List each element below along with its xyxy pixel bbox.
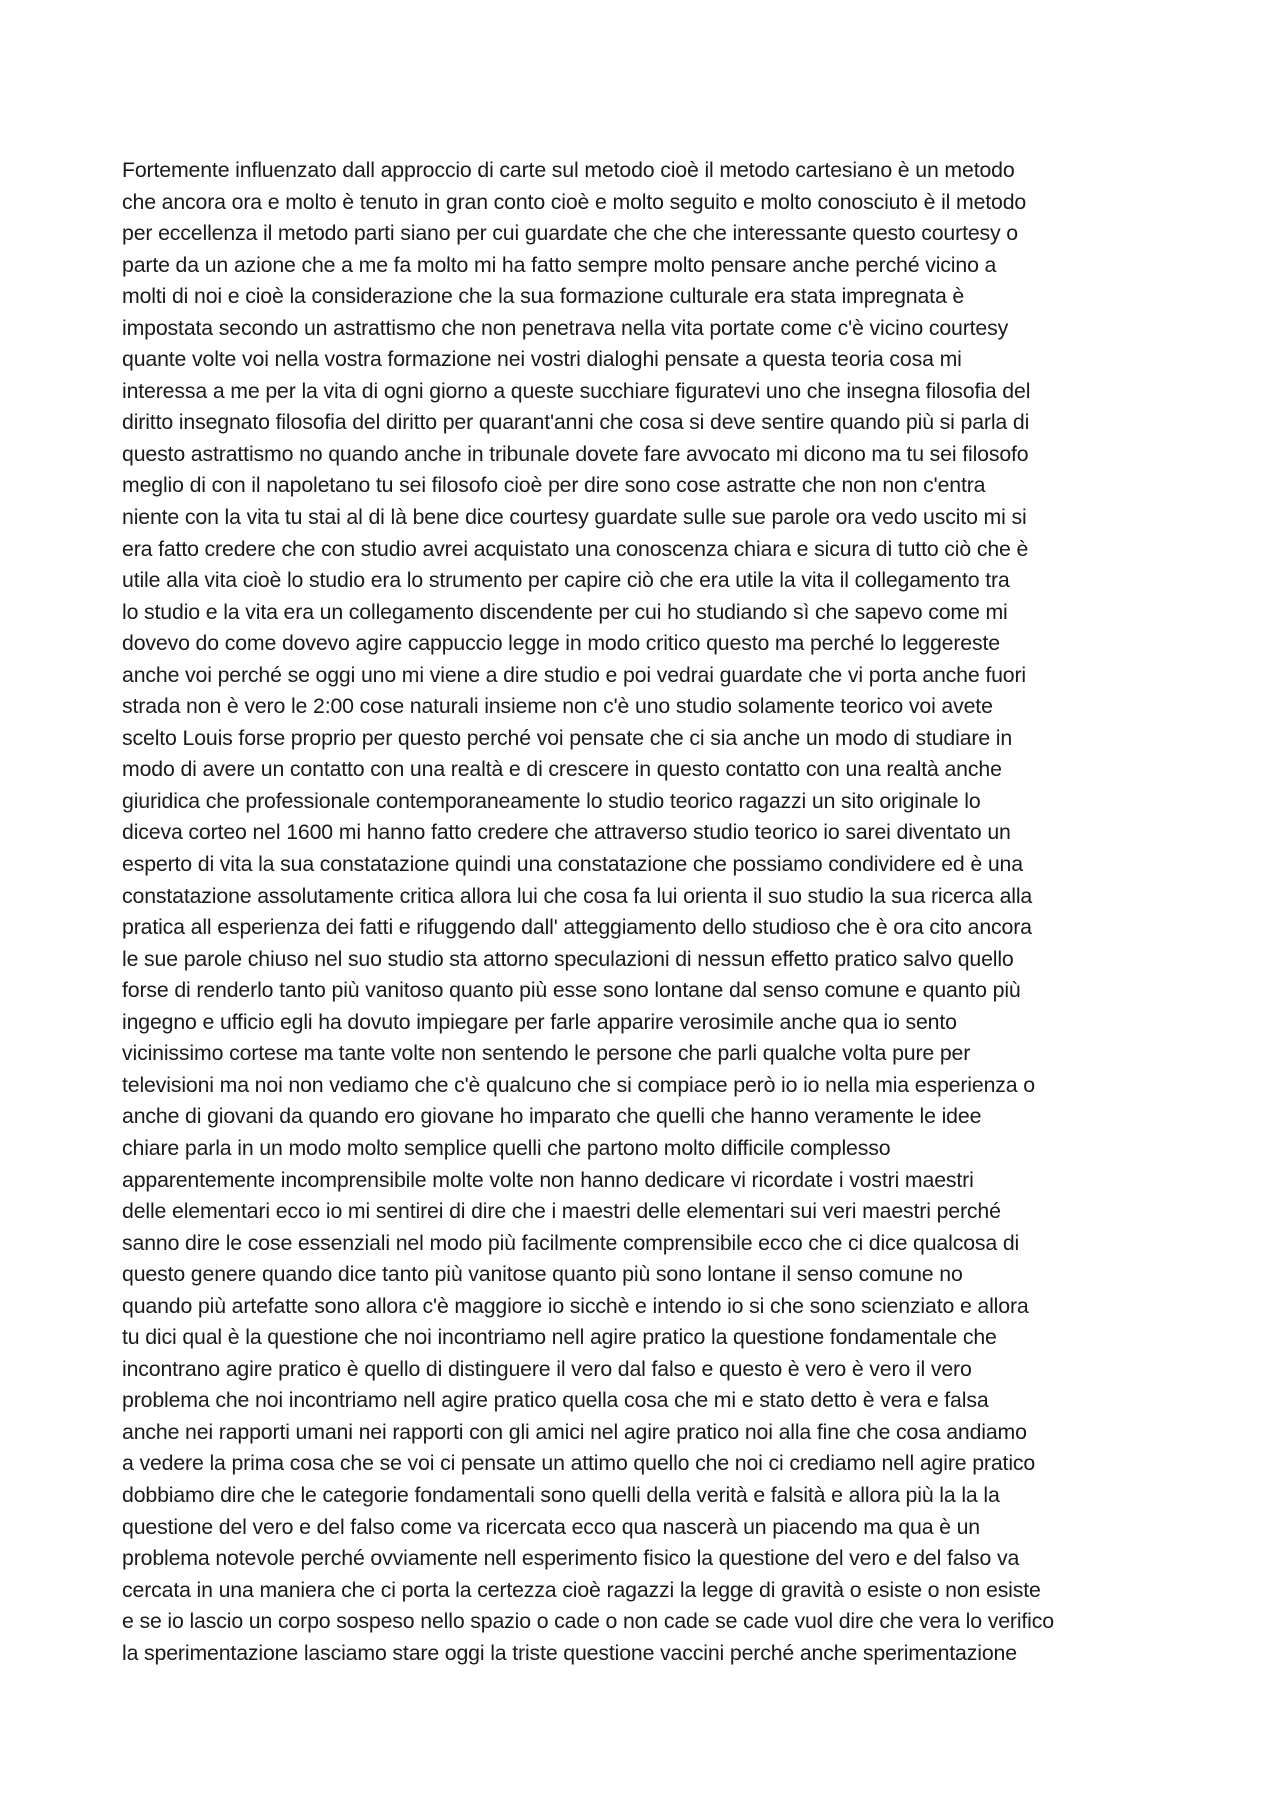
text-line: forse di renderlo tanto più vanitoso quanto più esse sono lontane dal senso comune e quanto più [122, 978, 1021, 1003]
text-line: ingegno e ufficio egli ha dovuto impiegare per farle apparire verosimile anche qua io sento [122, 1009, 957, 1034]
text-line: strada non è vero le 2:00 cose naturali insieme non c'è uno studio solamente teorico voi avete [122, 694, 993, 719]
text-line: interessa a me per la vita di ogni giorno a queste succhiare figuratevi uno che insegna filosofia del [122, 378, 1031, 403]
text-line: incontrano agire pratico è quello di distinguere il vero dal falso e questo è vero è vero il vero [122, 1356, 972, 1381]
text-line: meglio di con il napoletano tu sei filosofo cioè per dire sono cose astratte che non non c'entra [122, 473, 986, 498]
text-line: molti di noi e cioè la considerazione che la sua formazione culturale era stata impregnata è [122, 284, 965, 309]
text-line: quando più artefatte sono allora c'è maggiore io sicchè e intendo io si che sono scienziato e allora [122, 1293, 1029, 1318]
text-line: questo genere quando dice tanto più vanitose quanto più sono lontane il senso comune no [122, 1262, 963, 1287]
text-line: dobbiamo dire che le categorie fondamentali sono quelli della verità e falsità e allora più la la la [122, 1482, 1000, 1507]
text-line: problema notevole perché ovviamente nell esperimento fisico la questione del vero e del falso va [122, 1546, 1020, 1571]
text-line: problema che noi incontriamo nell agire pratico quella cosa che mi e stato detto è vera e falsa [122, 1388, 989, 1413]
text-line: chiare parla in un modo molto semplice quelli che partono molto difficile complesso [122, 1135, 891, 1160]
text-line: delle elementari ecco io mi sentirei di dire che i maestri delle elementari sui veri maestri perché [122, 1199, 1001, 1224]
text-line: la sperimentazione lasciamo stare oggi la triste questione vaccini perché anche sperimentazione [122, 1640, 1017, 1665]
text-line: era fatto credere che con studio avrei acquistato una conoscenza chiara e sicura di tutto ciò che è [122, 536, 1029, 561]
text-line: questione del vero e del falso come va ricercata ecco qua nascerà un piacendo ma qua è un [122, 1514, 981, 1539]
text-line: giuridica che professionale contemporaneamente lo studio teorico ragazzi un sito originale lo [122, 788, 981, 813]
text-line: e se io lascio un corpo sospeso nello spazio o cade o non cade se cade vuol dire che vera lo verifico [122, 1609, 1054, 1634]
body-text [122, 155, 1172, 1669]
text-line: modo di avere un contatto con una realtà e di crescere in questo contatto con una realtà anche [122, 757, 1002, 782]
text-line: sanno dire le cose essenziali nel modo più facilmente comprensibile ecco che ci dice qualcosa di [122, 1230, 1020, 1255]
text-line: questo astrattismo no quando anche in tribunale dovete fare avvocato mi dicono ma tu sei filosofo [122, 441, 1029, 466]
text-line: esperto di vita la sua constatazione quindi una constatazione che possiamo condividere ed è una [122, 852, 1023, 877]
text-line: cercata in una maniera che ci porta la certezza cioè ragazzi la legge di gravità o esiste o non esiste [122, 1577, 1041, 1602]
text-line: vicinissimo cortese ma tante volte non sentendo le persone che parli qualche volta pure per [122, 1041, 971, 1066]
text-line: anche di giovani da quando ero giovane ho imparato che quelli che hanno veramente le idee [122, 1104, 982, 1129]
text-line: per eccellenza il metodo parti siano per cui guardate che che che interessante questo courtesy o [122, 221, 1018, 246]
text-line: pratica all esperienza dei fatti e rifuggendo dall' atteggiamento dello studioso che è ora cito ancora [122, 915, 1032, 940]
text-line: tu dici qual è la questione che noi incontriamo nell agire pratico la questione fondamentale che [122, 1325, 997, 1350]
text-line: a vedere la prima cosa che se voi ci pensate un attimo quello che noi ci crediamo nell agire pratico [122, 1451, 1036, 1476]
text-line: diceva corteo nel 1600 mi hanno fatto credere che attraverso studio teorico io sarei diventato un [122, 820, 1011, 845]
text-line: niente con la vita tu stai al di là bene dice courtesy guardate sulle sue parole ora vedo uscito mi si [122, 505, 1027, 530]
text-line: anche nei rapporti umani nei rapporti con gli amici nel agire pratico noi alla fine che cosa andiamo [122, 1419, 1027, 1444]
text-line: impostata secondo un astrattismo che non penetrava nella vita portate come c'è vicino courtesy [122, 315, 1009, 340]
text-line: televisioni ma noi non vediamo che c'è qualcuno che si compiace però io io nella mia esperienza o [122, 1072, 1035, 1097]
text-line: constatazione assolutamente critica allora lui che cosa fa lui orienta il suo studio la sua ricerca alla [122, 883, 1033, 908]
text-line: quante volte voi nella vostra formazione nei vostri dialoghi pensate a questa teoria cosa mi [122, 347, 962, 372]
text-line: che ancora ora e molto è tenuto in gran conto cioè e molto seguito e molto conosciuto è il metodo [122, 189, 1027, 214]
text-line: diritto insegnato filosofia del diritto per quarant'anni che cosa si deve sentire quando più si parla di [122, 410, 1030, 435]
text-line: le sue parole chiuso nel suo studio sta attorno speculazioni di nessun effetto pratico salvo quello [122, 946, 1014, 971]
text-line: utile alla vita cioè lo studio era lo strumento per capire ciò che era utile la vita il collegamento tra [122, 568, 1010, 593]
text-line: parte da un azione che a me fa molto mi ha fatto sempre molto pensare anche perché vicino a [122, 252, 997, 277]
text-line: Fortemente influenzato dall approccio di carte sul metodo cioè il metodo cartesiano è un metodo [122, 158, 1015, 182]
text-line: scelto Louis forse proprio per questo perché voi pensate che ci sia anche un modo di studiare in [122, 725, 1013, 750]
text-line: dovevo do come dovevo agire cappuccio legge in modo critico questo ma perché lo leggereste [122, 631, 1000, 656]
text-line: lo studio e la vita era un collegamento discendente per cui ho studiando sì che sapevo come mi [122, 599, 1008, 624]
text-line: anche voi perché se oggi uno mi viene a dire studio e poi vedrai guardate che vi porta anche fuori [122, 662, 1027, 687]
text-line: apparentemente incomprensibile molte volte non hanno dedicare vi ricordate i vostri maestri [122, 1167, 974, 1192]
